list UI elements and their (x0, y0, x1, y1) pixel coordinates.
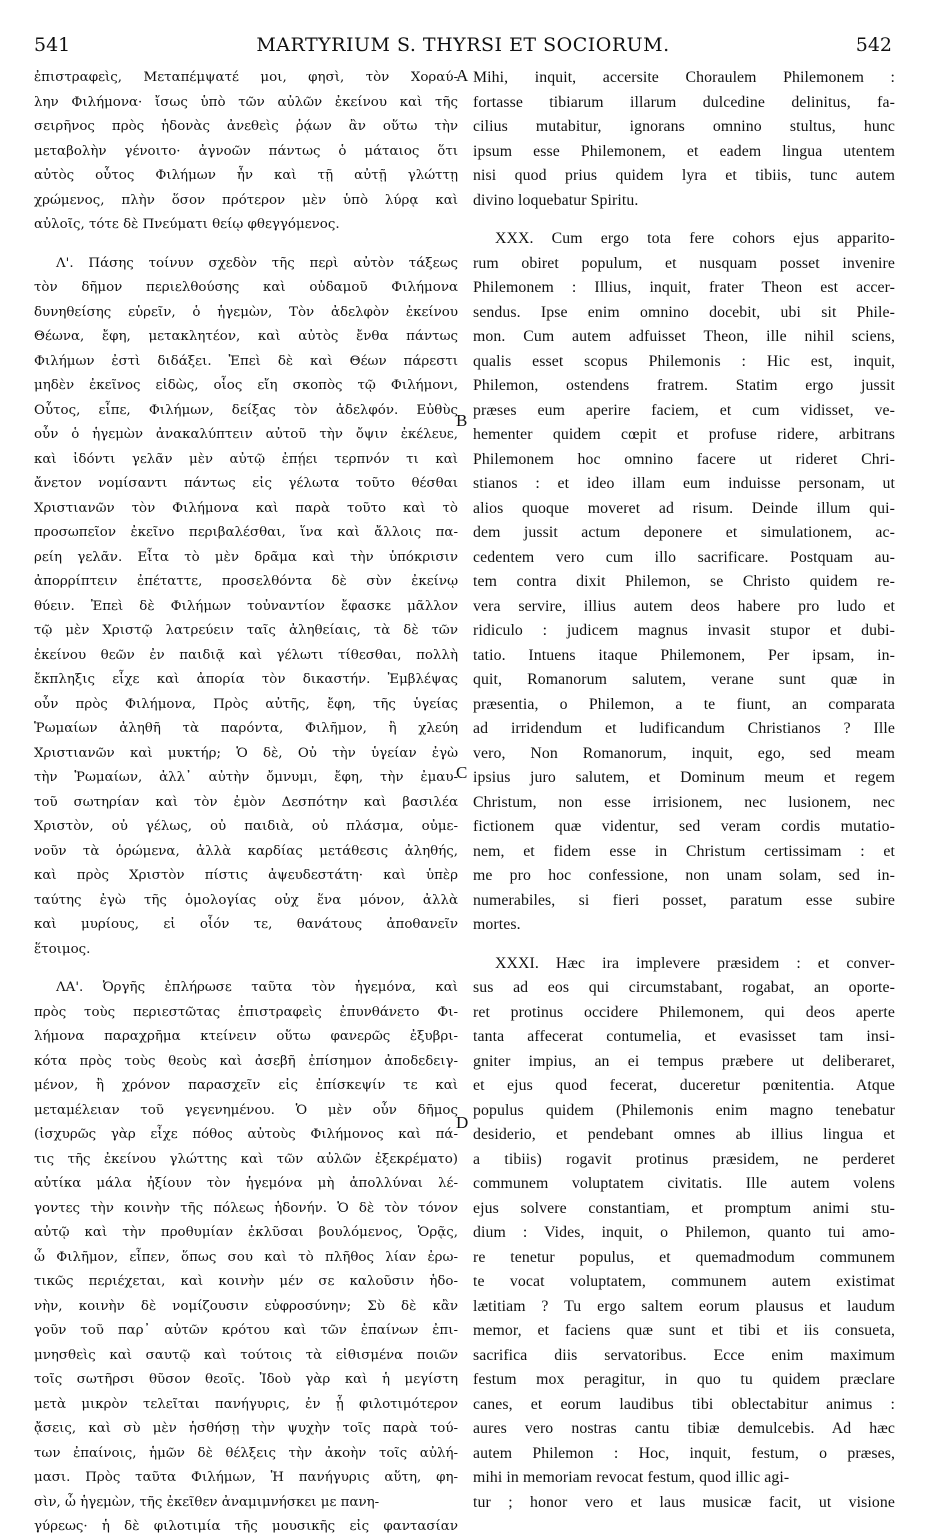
latin-text-line: cilius mutabitur, ignorans omnino stultus, hunc (473, 118, 895, 135)
latin-text-line: XXXI. Hæc ira implevere præsidem : et conver- (495, 954, 895, 972)
latin-text-line: quit, Romanorum salutem, verane sunt quæ in (473, 671, 895, 688)
greek-text-line: ἄνετον νομίσαντι πάντως εἰς γέλωτα τοῦτο θέσθαι (34, 476, 458, 491)
greek-text-line: των ἐπαίνοις, ἡμῶν δὲ θέλξεις τὴν ἀκοὴν τοῖς αὐλή- (34, 1445, 458, 1461)
section-marker-d: D (456, 1113, 469, 1132)
latin-text-line: mortes. (473, 916, 521, 933)
greek-text-line: Φιλήμων ἐστὶ διδάξει. Ἐπεὶ δὲ καὶ Θέων πάρεστι (34, 353, 458, 369)
greek-text-line: ἕτοιμος. (34, 941, 91, 957)
latin-text-line: re tenetur populus, et quemadmodum communem (473, 1248, 895, 1266)
latin-text-line: autem Philemon : Hoc, inquit, festum, o præses, (473, 1444, 895, 1462)
greek-text-line: Θέωνα, ἔφη, μετακλητέον, καὶ αὐτὸς ἔνθα πάντως (34, 329, 458, 344)
greek-text-line: μεταμέλειαν τοῦ γεγενημένου. Ὁ μὲν οὖν δῆμος (34, 1102, 458, 1118)
greek-text-line: ἔκπληξις εἶχε καὶ ἀπορία τὸν δικαστήν. Ἐμβλέψας (34, 672, 458, 687)
latin-text-line: divino loquebatur Spiritu. (473, 191, 639, 209)
latin-text-line: sendus. Ipse enim omnino docebit, ubi sit Phile- (473, 303, 895, 321)
latin-text-line: Philemon, ostendens fratrem. Statim ergo jussit (473, 377, 895, 394)
greek-text-line: οὖν πρὸς Φιλήμονα, Πρὸς αὐτῆς, ἔφη, τῆς ὑγείας (34, 696, 458, 712)
latin-text-line: qualis esset scopus Philemonis : Hic est, inquit, (473, 352, 895, 370)
latin-text-line: nisi quod prius quidem lyra et tibiis, tunc autem (473, 167, 895, 184)
greek-text-line: Χριστὸν, οὐ γέλως, οὐ παιδιὰ, οὐ πλάσμα, οὐμε- (34, 819, 458, 834)
latin-text-line: a tibiis) rogavit protinus præsidem, ne perderet (473, 1150, 895, 1168)
greek-text-line: πρὸς τοὺς περιεστῶτας ἐπιστραφεὶς ἐπυνθάνετο Φι- (34, 1004, 458, 1020)
page-number-right: 542 (855, 34, 892, 56)
latin-text-line: Mihi, inquit, accersite Choraulem Philemonem : (473, 69, 895, 86)
latin-text-line: XXX. Cum ergo tota fere cohors ejus apparito- (495, 230, 895, 247)
latin-text-line: ridiculo : judicem magnus invasit stupor et dubi- (473, 622, 895, 639)
greek-text-line: τικῶς περιέχεται, καὶ κοινὴν μέν σε καλοῦσιν ἡδο- (34, 1274, 458, 1289)
greek-text-line: θύειν. Ἐπεὶ δὲ Φιλήμων τοὐναντίον ἔφασκε μᾶλλον (34, 598, 458, 614)
latin-text-line: Christum, non esse irrisionem, nec lusionem, nec (473, 793, 895, 811)
latin-text-line: aures vero nostras cantu tibiæ demulcebis. Ad hæc (473, 1420, 895, 1437)
latin-text-line: tatio. Intuens itaque Philemonem, Per ipsam, in- (473, 646, 895, 664)
latin-text-line: memor, et faciens quæ sunt et tibi et iis consueta, (473, 1322, 895, 1339)
greek-text-line: Χριστιανῶν τὸν Φιλήμονα καὶ παρὰ τοῦτο καὶ τὸ (34, 500, 458, 516)
page-number-left: 541 (34, 34, 71, 56)
latin-text-line: fictionem quæ videntur, sed veram cordis mutatio- (473, 818, 895, 835)
greek-text-line: Οὗτος, εἶπε, Φιλήμων, δείξας τὸν ἀδελφόν. Εὐθὺς (34, 402, 458, 418)
page-header (34, 34, 892, 60)
greek-text-line: καὶ ἰδόντι γελᾶν μὲν αὐτῷ ἐπῄει τερπνόν τι καὶ (34, 451, 458, 467)
greek-text-line: μεταβολὴν γένοιτο· ἀγνοῶν πάντως ὁ μάταιος ὅτι (34, 143, 458, 159)
greek-text-line: ἀπορρίπτειν ἐπέταττε, προσελθόντα δὲ σὺν ἐκείνῳ (34, 574, 458, 589)
greek-text-line: γοῦν τοῦ παρ᾽ αὐτῶν κρότου καὶ τῶν ἐπαίνων ἐπι- (34, 1323, 458, 1338)
greek-text-line: τὸν δῆμον περιελθούσης καὶ οὐδαμοῦ Φιλήμονα (34, 280, 458, 295)
greek-text-line: δυνηθείσης εὑρεῖν, ὁ ἡγεμὼν, Τὸν ἀδελφὸν ἐκείνου (34, 304, 458, 320)
greek-text-line: τοῦ σωτηρίαν καὶ τὸν ἐμὸν Δεσπότην καὶ βασιλέα (34, 794, 458, 810)
latin-text-line: cedentem vero cum illo sacrificare. Postquam au- (473, 548, 895, 566)
greek-text-line: μασι. Πρὸς ταῦτα Φιλήμων, Ἡ πανήγυρις αὕτη, φη- (34, 1470, 458, 1485)
latin-text-line: lætitiam ? Tu ergo saltem eorum plausus et laudum (473, 1297, 895, 1315)
latin-text-line: Philemonem : Illius, inquit, frater Theon est accer- (473, 279, 895, 296)
latin-text-line: præses eum aperire faciem, et cum vidisset, ve- (473, 401, 895, 419)
latin-text-line: alios quoque moveret ad risum. Deinde illum qui- (473, 499, 895, 517)
greek-text-line: μένον, ἢ χρόνον παρασχεῖν εἰς ἐπίσκεψίν τε καὶ (34, 1078, 458, 1093)
greek-text-line: ρείη γελᾶν. Εἶτα τὸ μὲν δρᾶμα καὶ τὴν ὑπόκρισιν (34, 549, 458, 565)
latin-text-line: te vocat voluptatem, communem autem existimat (473, 1273, 895, 1290)
greek-text-line: μετὰ μικρὸν τελεῖται πανήγυρις, ἐν ᾗ φιλοτιμότερον (34, 1396, 458, 1412)
latin-text-line: præsentia, o Philemon, a te fiunt, an comparata (473, 695, 895, 713)
greek-text-line: καὶ πρὸς Χριστὸν πίστις ἀψευδεστάτη· καὶ ὑπὲρ (34, 868, 458, 883)
latin-text-line: fortasse tibiarum illarum dulcedine delinitus, fa- (473, 93, 895, 111)
latin-text-line: populus quidem (Philemonis enim magno tenebatur (473, 1101, 895, 1119)
latin-text-line: et ejus quod fecerat, duceretur pœnitentia. Atque (473, 1077, 895, 1094)
latin-text-line: ret protinus occidere Philemonem, qui deos aperte (473, 1003, 895, 1021)
latin-text-line: tanta affecerat contumelia, et evasisset tam insi- (473, 1028, 895, 1045)
greek-text-line: (ἰσχυρῶς γὰρ εἶχε πόθος αὐτοὺς Φιλήμονος καὶ πά- (34, 1127, 458, 1142)
greek-text-line: ταύτης ἐγὼ τῆς ὁμολογίας οὐχ ἕνα μόνον, ἀλλὰ (34, 892, 458, 908)
latin-text-line: rum obiret populum, et nusquam posset invenire (473, 254, 895, 272)
latin-text-line: dium : Vides, inquit, o Philemon, quanto tui amo- (473, 1224, 895, 1241)
section-marker-a: A (456, 66, 469, 85)
greek-text-column (34, 66, 458, 1540)
greek-text-line: σειρῆνος πρὸς ἡδονὰς ἀνεθεὶς ῥᾴων ἂν οὕτω τὴν (34, 119, 458, 134)
section-marker-b: B (456, 411, 468, 430)
latin-text-line: tur ; honor vero et laus musicæ facit, ut visione (473, 1493, 895, 1511)
greek-text-line: τὴν Ῥωμαίων, ἀλλ᾽ αὐτὴν ὄμνυμι, ἔφη, τὴν ἐμαυ- (34, 770, 458, 785)
latin-text-line: mon. Cum autem adfuisset Theon, ille nihil sciens, (473, 328, 895, 345)
greek-text-line: νοῦν τὰ ὁρώμενα, ἀλλὰ καρδίας μετάθεσις ἀληθής, (34, 843, 458, 859)
latin-text-line: ejus solvere constantiam, et promptum animi stu- (473, 1199, 895, 1217)
latin-text-line: tem contra dixit Philemon, se Christo quidem re- (473, 573, 895, 590)
greek-text-line: ὦ Φιλῆμον, εἶπεν, ὅπως σου καὶ τὸ πλῆθος λίαν ἐρω- (34, 1249, 458, 1265)
greek-text-line: κότα πρὸς τοὺς θεοὺς καὶ ἀσεβῆ ἐπίσημον ἀποδεδειγ- (34, 1053, 458, 1069)
greek-text-line: Χριστιανῶν καὶ μυκτήρ; Ὁ δὲ, Οὐ τὴν ὑγείαν ἐγὼ (34, 745, 458, 761)
latin-text-line: ad irridendum et ludificandum Christianos ? Ille (473, 720, 895, 737)
greek-text-line: νὴν, κοινὴν δὲ νομίζουσιν εὐφροσύνην; Σὺ δὲ κἂν (34, 1298, 458, 1314)
greek-text-line: οὖν ὁ ἡγεμὼν ἀνακαλύπτειν αὐτοῦ τὴν ὄψιν ἐκέλευε, (34, 427, 458, 442)
latin-text-line: Philemonem hoc omnino facere ut rideret Chri- (473, 450, 895, 468)
latin-text-column (473, 66, 895, 1515)
section-marker-c: C (456, 763, 468, 782)
latin-text-line: mihi in memoriam revocat festum, quod illic agi- (473, 1469, 790, 1486)
greek-text-line: αὐτῷ καὶ τὴν προθυμίαν ἐκλῦσαι βουλόμενος, Ὁρᾷς, (34, 1225, 458, 1240)
greek-text-line: Ῥωμαίων ἀληθῆ τὰ παρόντα, Φιλῆμον, ἢ χλεύη (34, 721, 458, 736)
latin-text-line: numerabiles, si fieri posset, paratum esse subire (473, 891, 895, 909)
greek-text-line: καὶ μυρίους, εἰ οἷόν τε, θανάτους ἀποθανεῖν (34, 917, 458, 932)
greek-text-line: μηδὲν ἐκεῖνος εἰδὼς, οἷος εἴη σκοπὸς τῷ Φιλήμονι, (34, 378, 458, 393)
greek-text-line: γοντες τὴν κοινὴν τῆς πόλεως ἡδονήν. Ὁ δὲ τὸν τόνον (34, 1200, 458, 1216)
latin-text-line: dem jussit actum deponere et simulationem, ac- (473, 524, 895, 541)
latin-text-line: me pro hoc confessione, non unam solam, sed in- (473, 867, 895, 884)
latin-text-line: hementer quidem cœpit et profuse ridere, arbitrans (473, 426, 895, 443)
latin-text-line: nem, et fidem esse in Christum certissimam : et (473, 842, 895, 860)
greek-text-line: χρώμενος, πλὴν ὅσον πρότερον μὲν ὑπὸ λύρᾳ καὶ (34, 192, 458, 208)
latin-text-line: gniter impius, an ei tempus præbere ut deliberaret, (473, 1052, 895, 1070)
latin-text-line: ipsum esse Philemonem, et eadem lingua utentem (473, 142, 895, 160)
latin-text-line: sus ad eos qui circumstabant, rogabat, an oporte- (473, 979, 895, 996)
greek-text-line: μνησθεὶς καὶ σαυτῷ καὶ τούτοις τὰ εἰθισμένα ποιῶν (34, 1347, 458, 1363)
greek-text-line: προσωπεῖον ἐκεῖνο περιβαλέσθαι, ἵνα καὶ ἄλλοις πα- (34, 525, 458, 540)
greek-text-line: γύρεως· ἡ δὲ φιλοτιμία τῆς μουσικῆς εἰς φαντασίαν (34, 1519, 458, 1534)
latin-text-line: vera servire, illius autem deos habere pro ludo et (473, 597, 895, 615)
greek-text-line: ἐπιστραφεὶς, Μεταπέμψατέ μοι, φησὶ, τὸν Χοραύ- (34, 70, 458, 85)
greek-text-line: ΛΑ'. Ὀργῆς ἐπλήρωσε ταῦτα τὸν ἡγεμόνα, καὶ (56, 980, 458, 995)
greek-text-line: αὐτίκα μάλα ἠξίουν τὸν ἡγεμόνα μὴ ἀπολλύναι λέ- (34, 1176, 458, 1191)
greek-text-line: αὐτὸς οὗτος Φιλήμων ἦν καὶ τῇ αὐτῇ γλώττῃ (34, 168, 458, 183)
greek-text-line: τῷ μὲν Χριστῷ λατρεύειν ταῖς ἀληθείαις, τὰ δὲ τῶν (34, 623, 458, 638)
greek-text-line: λήμονα παραχρῆμα κτείνειν οὕτω φανερῶς ἐξυβρι- (34, 1029, 458, 1044)
latin-text-line: stianos : et ideo illam eum induisse personam, ut (473, 475, 895, 492)
latin-text-line: canes, et eorum laudibus tibi oblectabitur animus : (473, 1395, 895, 1413)
greek-text-line: λην Φιλήμονα· ἴσως ὑπὸ τῶν αὐλῶν ἐκείνου καὶ τῆς (34, 94, 458, 110)
greek-text-line: αὐλοῖς, τότε δὲ Πνεύματι θείῳ φθεγγόμενος. (34, 217, 340, 232)
latin-text-line: desiderio, et pendebant omnes ab illius lingua et (473, 1126, 895, 1143)
latin-text-line: ipsius juro salutem, et Dominum meum et regem (473, 769, 895, 786)
latin-text-line: communem voluptatem civitatis. Ille autem volens (473, 1175, 895, 1192)
greek-text-line: ᾄσεις, καὶ σὺ μὲν ἡσθήσῃ τὴν ψυχὴν τοῖς παρὰ τού- (34, 1421, 458, 1436)
latin-text-line: sacrifica diis servatoribus. Ecce enim maximum (473, 1346, 895, 1364)
greek-text-line: σὶν, ὦ ἡγεμὼν, τῆς ἐκεῖθεν ἀναμιμνήσκει με πανη- (34, 1494, 380, 1510)
greek-text-line: τις τῆς ἐκείνου γλώττης καὶ τῶν αὐλῶν ἐξεκρέματο) (34, 1151, 458, 1167)
greek-text-line: ἐκείνου θεῶν ἐν παιδιᾷ καὶ γέλωτι τίθεσθαι, πολλὴ (34, 647, 458, 663)
greek-text-line: τοῖς σωτῆρσι θῦσον θεοῖς. Ἰδοὺ γὰρ καὶ ἡ μεγίστη (34, 1372, 458, 1387)
greek-text-line: Λ'. Πάσης τοίνυν σχεδὸν τῆς περὶ αὐτὸν τάξεως (56, 255, 458, 271)
latin-text-line: festum mox peragitur, in quo tu quidem præclare (473, 1371, 895, 1388)
latin-text-line: vero, Non Romanorum, inquit, ego, sed meam (473, 744, 895, 762)
running-title: MARTYRIUM S. THYRSI ET SOCIORUM. (256, 34, 670, 56)
